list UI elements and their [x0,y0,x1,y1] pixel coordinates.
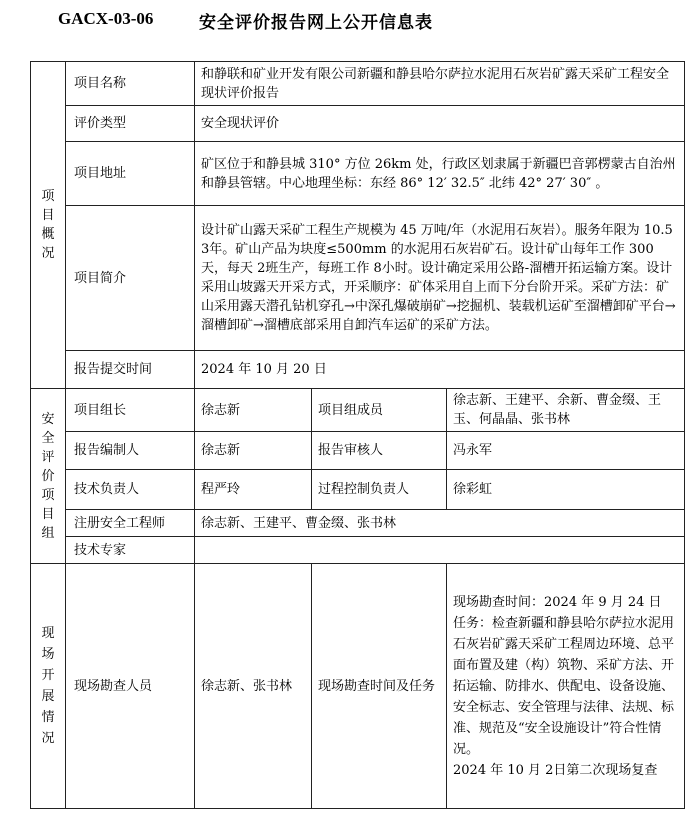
time-task-label: 现场勘查时间及任务 [312,564,447,809]
experts-label: 技术专家 [66,537,195,564]
row-project-name [31,62,685,106]
surveyors-label: 现场勘查人员 [66,564,195,809]
tech-lead-value: 程严玲 [195,470,312,510]
row-eval-type [31,106,685,142]
members-value: 徐志新、王建平、余新、曹金缀、王玉、何晶晶、张书林 [447,389,685,432]
row-leader [31,389,685,432]
writer-label: 报告编制人 [66,432,195,470]
project-name-value: 和静联和矿业开发有限公司新疆和静县哈尔萨拉水泥用石灰岩矿露天采矿工程安全现状评价报告 [195,62,685,106]
intro-value: 设计矿山露天采矿工程生产规模为 45 万吨/年（水泥用石灰岩）。服务年限为 10.53年。矿山产品为块度≤500mm 的水泥用石灰岩矿石。设计矿山每年工作 300天，每天 2班生产，每班工作 8小时。设计确定采用公路-溜槽开拓运输方案。设计采用山坡露天开采方式，开采顺序：矿体采用自上而下分台阶开采。采矿方法：矿山采用露天潜孔钻机穿孔→中深孔爆破崩矿→挖掘机、装载机运矿至溜槽卸矿平台→溜槽卸矿→溜槽底部采用自卸汽车运矿的采矿方法。 [195,206,685,351]
row-engineers [31,510,685,537]
row-site [31,564,685,809]
row-experts [31,537,685,564]
address-value: 矿区位于和静县城 310° 方位 26km 处，行政区划隶属于新疆巴音郭楞蒙古自治州和静县管辖。中心地理坐标：东经 86° 12′ 32.5″ 北纬 42° 27′ 30″ 。 [195,142,685,206]
submit-time-value: 2024 年 10 月 20 日 [195,351,685,389]
row-tech-lead [31,470,685,510]
section-site: 现场开展情况 [31,564,66,809]
eval-type-label: 评价类型 [66,106,195,142]
project-name-label: 项目名称 [66,62,195,106]
survey-task: 任务：检查新疆和静县哈尔萨拉水泥用石灰岩矿露天采矿工程周边环境、总平面布置及建（构）筑物、采矿方法、开拓运输、防排水、供配电、设备设施、安全标志、安全管理与法律、法规、标准、规范及“安全设施设计”符合性情况。 [453,615,675,757]
process-lead-value: 徐彩虹 [447,470,685,510]
row-intro [31,206,685,351]
leader-value: 徐志新 [195,389,312,432]
engineers-label: 注册安全工程师 [66,510,195,537]
page-title: 安全评价报告网上公开信息表 [199,13,433,33]
time-task-value [447,564,685,809]
info-table [30,61,685,809]
document-code: GACX-03-06 [58,9,154,28]
process-lead-label: 过程控制负责人 [312,470,447,510]
page-header [0,0,689,38]
leader-label: 项目组长 [66,389,195,432]
section-team: 安全评价项目组 [31,389,66,564]
submit-time-label: 报告提交时间 [66,351,195,389]
surveyors-value: 徐志新、张书林 [195,564,312,809]
writer-value: 徐志新 [195,432,312,470]
reviewer-label: 报告审核人 [312,432,447,470]
row-submit-time [31,351,685,389]
members-label: 项目组成员 [312,389,447,432]
row-writer [31,432,685,470]
intro-label: 项目简介 [66,206,195,351]
experts-value [195,537,685,564]
survey-time-first: 现场勘查时间：2024 年 9 月 24 日 [453,594,662,610]
address-label: 项目地址 [66,142,195,206]
eval-type-value: 安全现状评价 [195,106,685,142]
tech-lead-label: 技术负责人 [66,470,195,510]
row-address [31,142,685,206]
section-overview: 项目概况 [31,62,66,389]
engineers-value: 徐志新、王建平、曹金缀、张书林 [195,510,685,537]
survey-time-second: 2024 年 10 月 2日第二次现场复查 [453,762,658,778]
reviewer-value: 冯永军 [447,432,685,470]
